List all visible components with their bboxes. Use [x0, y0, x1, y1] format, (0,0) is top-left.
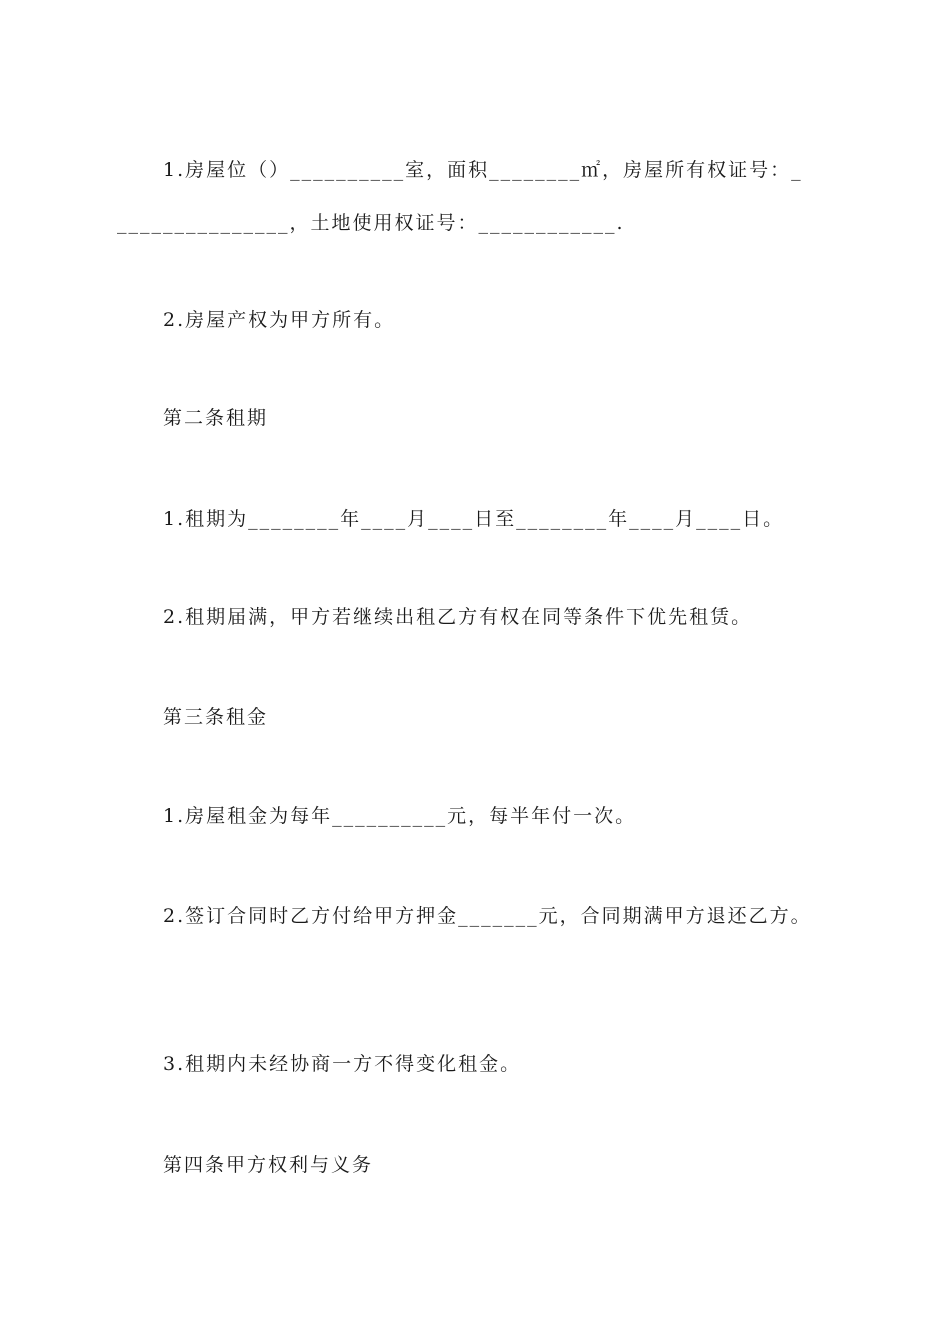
clause-3-1-annual-rent: 1.房屋租金为每年__________元，每半年付一次。 [163, 805, 637, 827]
article-3-heading: 第三条租金 [163, 706, 269, 728]
clause-1-1-house-location-line2: _______________，土地使用权证号：____________. [117, 212, 625, 234]
clause-1-1-house-location-line1: 1.房屋位（）__________室，面积________㎡，房屋所有权证号：_ [163, 159, 803, 181]
article-2-heading: 第二条租期 [163, 407, 269, 429]
clause-3-2-deposit: 2.签订合同时乙方付给甲方押金_______元，合同期满甲方退还乙方。 [163, 905, 812, 927]
article-4-heading: 第四条甲方权利与义务 [163, 1154, 374, 1176]
clause-1-2-ownership: 2.房屋产权为甲方所有。 [163, 309, 396, 331]
clause-2-2-renewal-priority: 2.租期届满，甲方若继续出租乙方有权在同等条件下优先租赁。 [163, 606, 753, 628]
clause-3-3-rent-change: 3.租期内未经协商一方不得变化租金。 [163, 1053, 522, 1075]
clause-2-1-lease-term: 1.租期为________年____月____日至________年____月____日。 [163, 508, 785, 530]
